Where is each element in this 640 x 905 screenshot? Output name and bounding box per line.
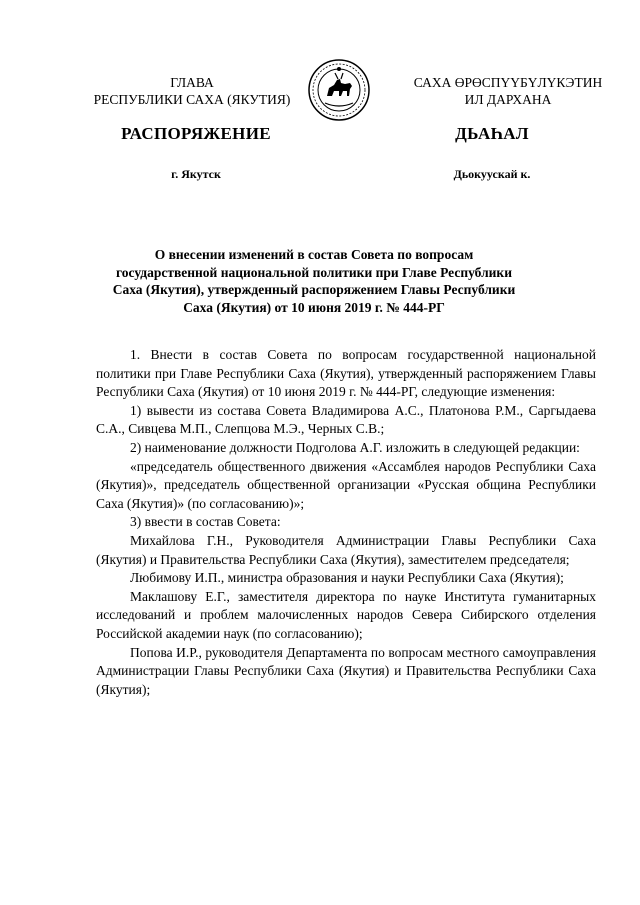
body-paragraph: «председатель общественного движения «Ассамблея народов Республики Саха (Якутия)», председатель общественной организации «Русская община Республики Саха (Якутия)» (по согласованию)»; [96,458,596,511]
document-subject [100,246,528,316]
place-ru: г. Якутск [171,167,221,181]
body-paragraph: Попова И.Р., руководителя Департамента по вопросам местного самоуправления Администрации Главы Республики Саха (Якутия) и Правительства Республики Саха (Якутия); [96,644,596,697]
issuer-republic-ru: РЕСПУБЛИКИ САХА (ЯКУТИЯ) [93,92,291,107]
issuer-header-sah [392,74,624,108]
subject-line: Саха (Якутия), утвержденный распоряжением Главы Республики [112,282,516,297]
coat-of-arms-emblem-icon [307,58,371,122]
body-paragraph: 2) наименование должности Подголова А.Г. изложить в следующей редакции: [130,439,580,455]
subject-line: Саха (Якутия) от 10 июня 2019 г. № 444-РГ [183,299,445,315]
issuer-title-sah: ИЛ ДАРХАНА [464,92,552,107]
body-paragraph: 3) ввести в состав Совета: [130,514,281,530]
issuer-header-ru [80,74,304,108]
body-paragraph: Михайлова Г.Н., Руководителя Администрации Главы Республики Саха (Якутия) и Правительства Республики Саха (Якутия), заместителем председателя; [96,532,596,567]
issuer-republic-sah: САХА ӨРӨСПҮҮБҮЛҮКЭТИН [413,75,603,90]
body-paragraph: Любимову И.П., министра образования и науки Республики Саха (Якутия); [130,570,564,586]
body-paragraph: Маклашову Е.Г., заместителя директора по науке Института гуманитарных исследований и проблем малочисленных народов Севера Сибирского отделения Российской академии наук (по согласованию); [96,588,596,641]
document-body [96,346,596,699]
document-type-sah: ДЬАҺАЛ [455,124,529,143]
body-paragraph: 1. Внести в состав Совета по вопросам государственной национальной политики при Главе Республики Саха (Якутия), утвержденный распоряжением Главы Республики Саха (Якутия) от 10 июня 2019 г. № 444-РГ, следующие изменения: [96,347,596,400]
document-type-ru: РАСПОРЯЖЕНИЕ [121,124,271,143]
issuer-title-ru: ГЛАВА [170,75,214,90]
subject-line: государственной национальной политики при Главе Республики [115,264,512,280]
subject-line: О внесении изменений в состав Совета по вопросам [154,247,474,262]
body-paragraph: 1) вывести из состава Совета Владимирова А.С., Платонова Р.М., Саргыдаева С.А., Сивцева М.П., Слепцова М.Э., Черных С.В.; [96,402,596,437]
place-sah: Дьокуускай к. [453,167,531,181]
